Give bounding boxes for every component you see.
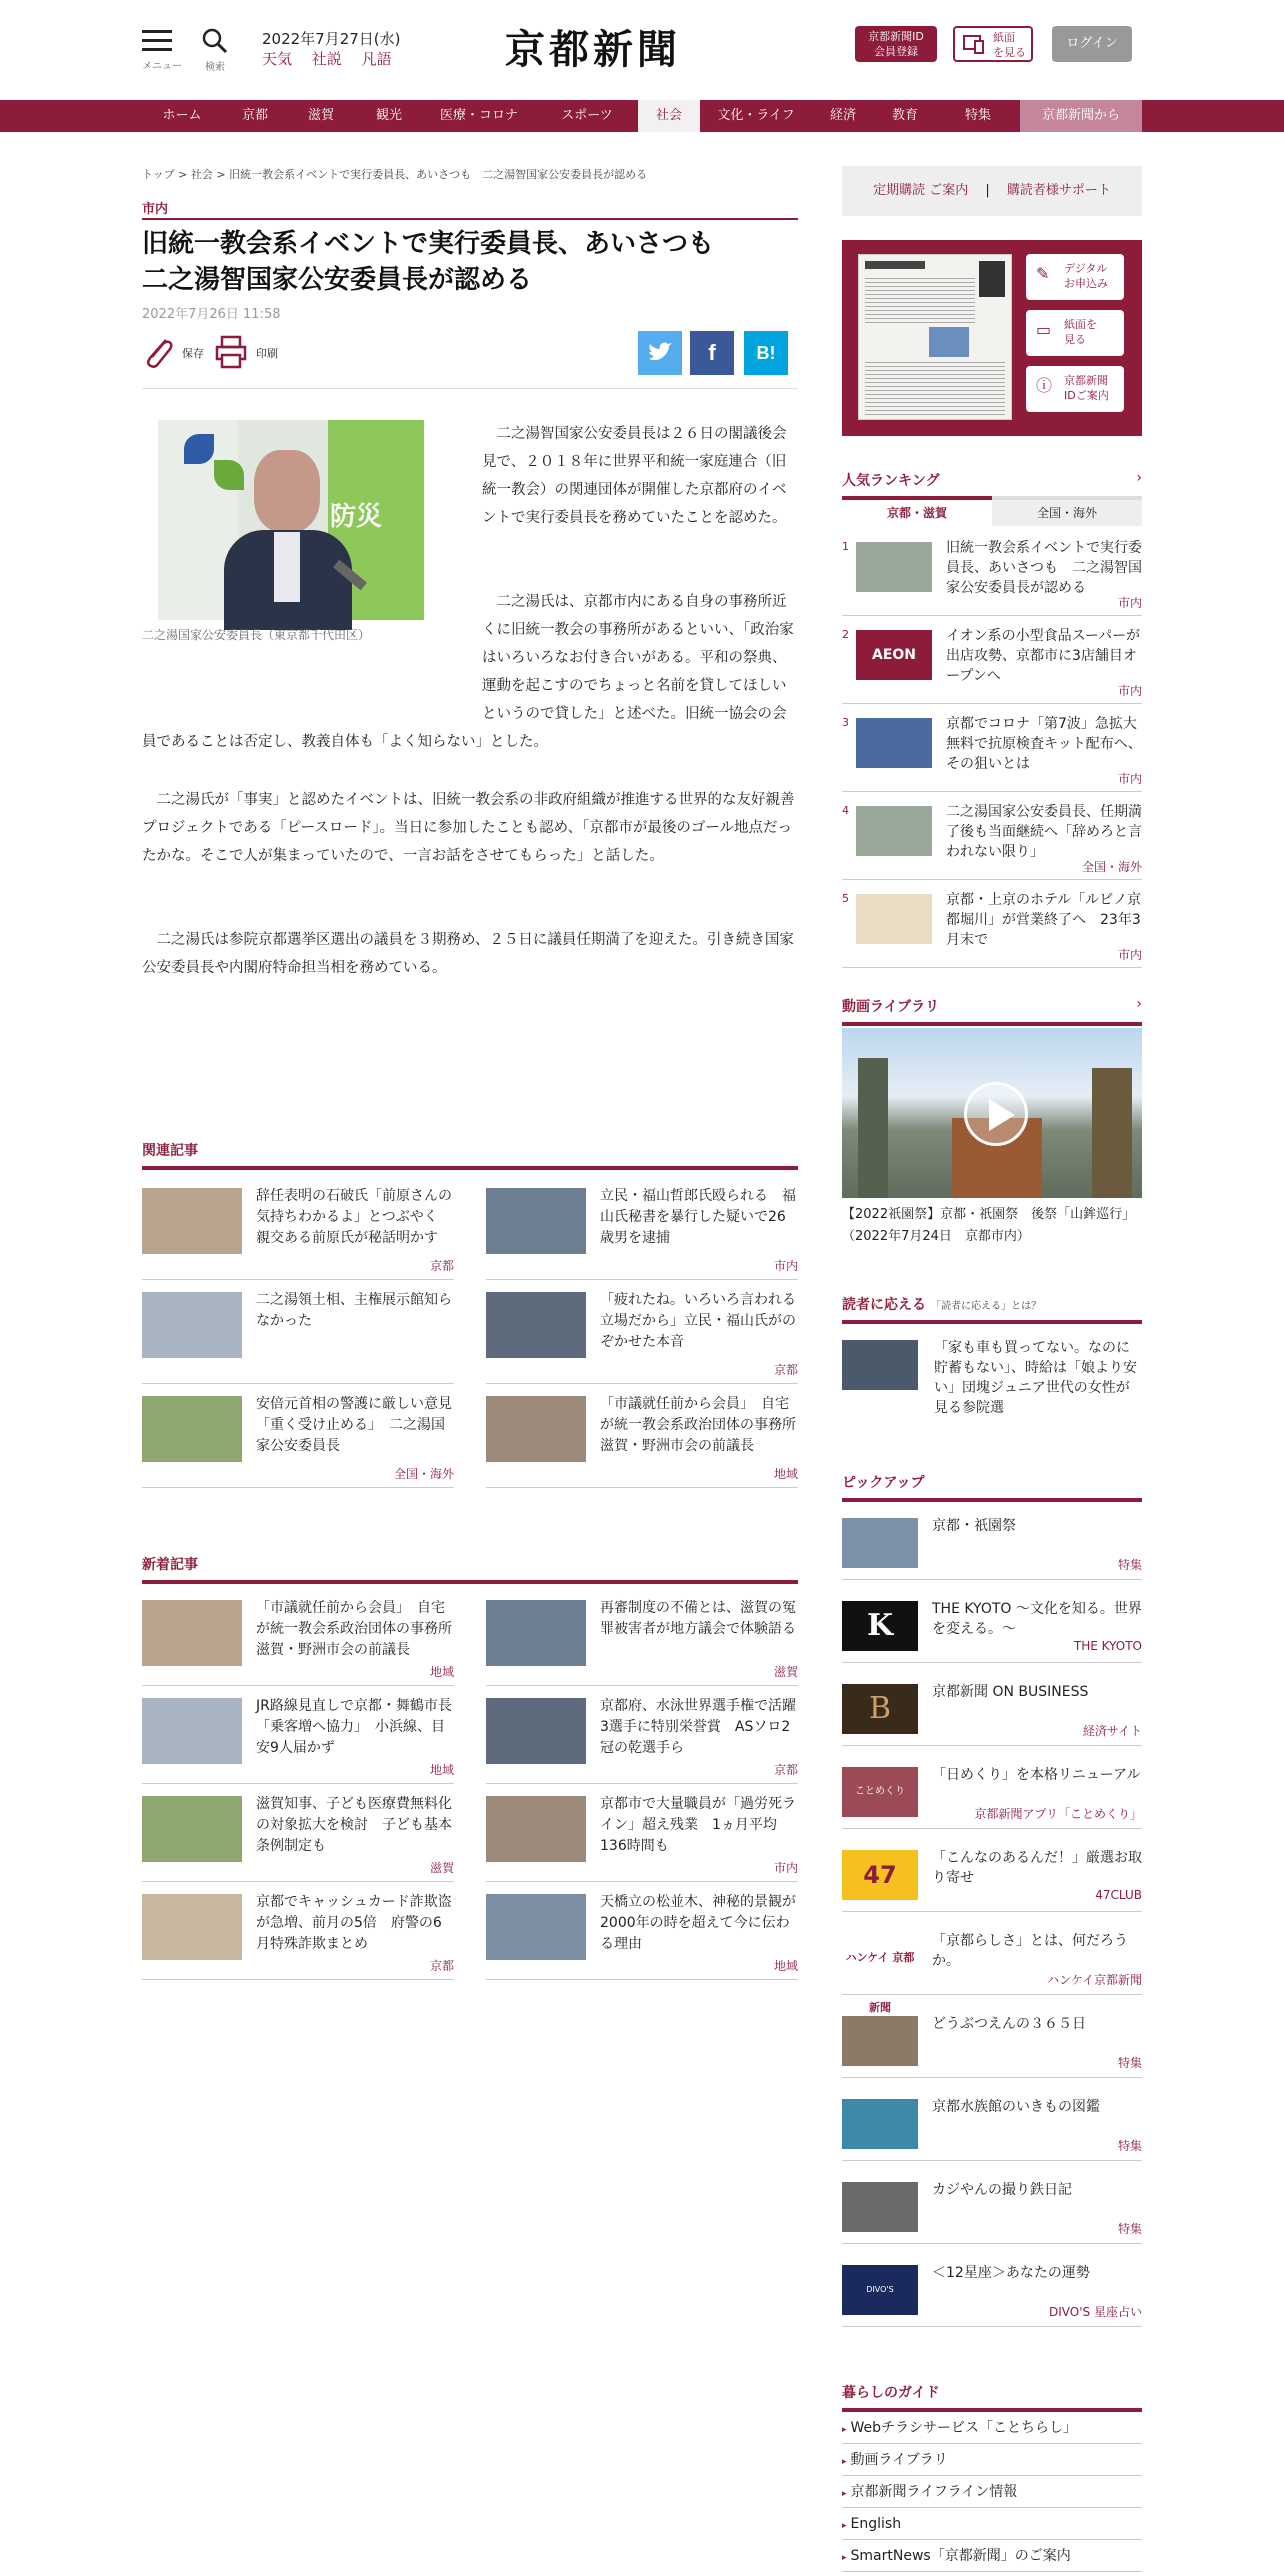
ranking-thumbnail[interactable] — [856, 894, 932, 944]
hatena-share-button[interactable] — [744, 331, 788, 375]
pickup-thumbnail[interactable]: DIVO'S ASTROLOGY — [842, 2265, 918, 2315]
pickup-tag[interactable]: 特集 — [1117, 2222, 1142, 2236]
related-item-thumbnail[interactable] — [486, 1396, 586, 1462]
pickup-title-link[interactable]: 京都水族館のいきもの図鑑 — [932, 2099, 1100, 2115]
nav-education[interactable]: 教育 — [891, 108, 918, 123]
guide-arrow-icon: ▸ — [842, 2489, 847, 2499]
pickup-tag[interactable]: 47CLUB — [1095, 1888, 1142, 1902]
ranking-number: 2 — [842, 628, 849, 641]
item-divider — [142, 1487, 454, 1488]
article-photo[interactable]: 防災 — [158, 420, 424, 620]
related-item-title[interactable]: 立民・福山哲郎氏殴られる 福山氏秘書を暴行した疑いで26歳男を逮捕 — [600, 1188, 796, 1246]
item-divider — [142, 1383, 454, 1384]
breadcrumb-current: 旧統一教会系イベントで実行委員長、あいさつも 二之湯智国家公安委員長が認める — [229, 168, 648, 181]
nav-feature[interactable]: 特集 — [964, 108, 991, 123]
pickup-thumbnail[interactable] — [842, 1518, 918, 1568]
related-item-title[interactable]: 辞任表明の石破氏「前原さんの気持ちわかるよ」とつぶやく 親交ある前原氏が秘話明かす — [256, 1188, 452, 1246]
paper-promo-line1: 紙面を — [1064, 318, 1097, 331]
related-item-thumbnail[interactable] — [142, 1292, 242, 1358]
ranking-title-link[interactable]: イオン系の小型食品スーパーが出店攻勢、京都市に3店舗目オープンへ — [946, 628, 1141, 684]
article-date: 2022年7月26日 11:58 — [142, 307, 281, 322]
pickup-thumbnail[interactable] — [842, 2016, 918, 2066]
latest-item-tag[interactable]: 京都 — [426, 1957, 454, 1974]
ranking-number: 5 — [842, 892, 849, 905]
ranking-title-link[interactable]: 京都でコロナ「第7波」急拡大 無料で抗原検査キット配布へ、その狙いとは — [946, 716, 1151, 772]
pickup-item[interactable] — [842, 1583, 1142, 1663]
ranking-number: 3 — [842, 716, 849, 729]
pickup-thumbnail[interactable] — [842, 2182, 918, 2232]
ranking-more-arrow-icon[interactable]: › — [1136, 470, 1142, 486]
pickup-thumbnail[interactable] — [842, 2099, 918, 2149]
weather-link[interactable]: 天気 — [262, 50, 293, 68]
member-register-button[interactable] — [855, 26, 937, 62]
item-divider — [486, 1783, 798, 1784]
reader-article-link[interactable]: 「家も車も買ってない。なのに貯蓄もない」、時給は「娘より安い」団塊ジュニア世代の女性が見る参院選 — [934, 1340, 1137, 1416]
latest-item-thumbnail[interactable] — [142, 1698, 242, 1764]
item-divider — [842, 1911, 1142, 1912]
pickup-title-link[interactable]: カジやんの撮り鉄日記 — [932, 2182, 1072, 2198]
item-divider — [486, 1881, 798, 1882]
ranking-tag[interactable]: 市内 — [1114, 770, 1142, 787]
article-category[interactable]: 市内 — [142, 202, 169, 217]
editorial-link[interactable]: 社説 — [311, 50, 342, 68]
guide-item[interactable] — [842, 2476, 1142, 2508]
ranking-item[interactable] — [842, 708, 1151, 792]
ranking-section — [842, 470, 1142, 526]
twitter-share-button[interactable] — [638, 331, 682, 375]
tablet-icon — [963, 35, 985, 55]
guide-item[interactable] — [842, 2540, 1142, 2572]
twitter-icon — [647, 342, 673, 364]
video-section — [842, 996, 1142, 1026]
related-item-tag[interactable]: 京都 — [426, 1257, 454, 1274]
paperclip-icon — [142, 334, 174, 370]
guide-arrow-icon: ▸ — [842, 2425, 847, 2435]
guide-item[interactable] — [842, 2412, 1142, 2444]
latest-item-thumbnail[interactable] — [142, 1894, 242, 1960]
main-nav — [0, 100, 1284, 132]
item-divider — [486, 1279, 798, 1280]
related-item-title[interactable]: 二之湯領土相、主権展示館知らなかった — [256, 1292, 452, 1329]
pickup-title-link[interactable]: 「こんなのあるんだ！」厳選お取り寄せ — [932, 1850, 1142, 1886]
latest-item-title[interactable]: 滋賀知事、子ども医療費無料化の対象拡大を検討 子ども基本条例制定も — [256, 1796, 452, 1854]
breadcrumb-society[interactable]: 社会 — [190, 168, 213, 181]
item-divider — [486, 1487, 798, 1488]
latest-item-title[interactable]: 「市議就任前から会員」 自宅が統一教会系政治団体の事務所 滋賀・野洲市会の前議長 — [256, 1600, 466, 1658]
pickup-item[interactable] — [842, 2164, 1142, 2244]
nav-economy[interactable]: 経済 — [829, 108, 856, 123]
pickup-title-link[interactable]: 京都・祇園祭 — [932, 1518, 1016, 1534]
related-item-thumbnail[interactable] — [486, 1292, 586, 1358]
item-divider — [842, 1994, 1142, 1995]
nav-from-kyoto-np[interactable]: 京都新聞から — [1020, 100, 1142, 132]
paper-promo-button[interactable] — [1026, 310, 1124, 356]
print-label: 印刷 — [256, 347, 278, 360]
paper-promo-line1: 京都新聞 — [1064, 374, 1108, 387]
ranking-title[interactable]: 人気ランキング — [842, 473, 940, 489]
nav-culture[interactable]: 文化・ライフ — [717, 108, 795, 123]
ranking-number: 1 — [842, 540, 849, 553]
latest-item-tag[interactable]: 地域 — [426, 1663, 454, 1680]
nav-home[interactable]: ホーム — [162, 108, 202, 123]
search-label: 検索 — [205, 62, 225, 73]
latest-item-thumbnail[interactable] — [486, 1796, 586, 1862]
ranking-number: 4 — [842, 804, 849, 817]
article-paragraph-2 — [142, 588, 798, 756]
menu-icon — [142, 30, 182, 51]
article-paragraph-2-text: 二之湯氏は、京都市内にある自身の事務所近くに旧統一教会の事務所があるといい、「政治家はいろいろなお付き合いがある。平和の祭典、運動を起こすのでちょっと名前を貸してほしいというので貸した」と述べた。旧統一協会の会員であることは否定し、教義自体も「よく知らない」とした。 — [142, 594, 794, 750]
latest-bar — [142, 1580, 798, 1584]
latest-item-title[interactable]: 京都市で大量職員が「過労死ライン」超え残業 1ヵ月平均136時間も — [600, 1796, 796, 1854]
related-item-title[interactable]: 安倍元首相の警護に厳しい意見「重く受け止める」 二之湯国家公安委員長 — [256, 1396, 452, 1454]
paper-promo-box — [842, 240, 1142, 436]
article-title-line1: 旧統一教会系イベントで実行委員長、あいさつも — [142, 229, 715, 259]
guide-item[interactable] — [842, 2508, 1142, 2540]
item-divider — [142, 1279, 454, 1280]
ranking-tag[interactable]: 市内 — [1114, 594, 1142, 611]
ranking-thumbnail[interactable]: AEON — [856, 630, 932, 680]
pickup-title-link[interactable]: 「日めくり」を本格リニューアル — [932, 1767, 1141, 1783]
view-paper-button[interactable] — [953, 26, 1033, 62]
pickup-item[interactable] — [842, 1500, 1142, 1580]
pickup-item[interactable] — [842, 2247, 1142, 2344]
guide-arrow-icon: ▸ — [842, 2457, 847, 2467]
latest-item-title[interactable]: 天橋立の松並木、神秘的景観が2000年の時を超えて今に伝わる理由 — [600, 1894, 796, 1952]
menu-button[interactable] — [142, 30, 182, 72]
guide-title: 暮らしのガイド — [842, 2385, 940, 2401]
related-item-tag[interactable]: 全国・海外 — [390, 1465, 454, 1482]
view-paper-line2: を見る — [993, 46, 1026, 59]
site-logo[interactable]: 京都新聞 — [505, 26, 681, 73]
ranking-item[interactable] — [842, 884, 1142, 968]
related-item-thumbnail[interactable] — [142, 1188, 242, 1254]
item-divider — [142, 1783, 454, 1784]
item-divider — [142, 1979, 454, 1980]
item-divider — [842, 1662, 1142, 1663]
paper-promo-button[interactable] — [1026, 254, 1124, 300]
latest-item-tag[interactable]: 京都 — [770, 1761, 798, 1778]
pickup-thumbnail[interactable]: ハンケイ 京都新聞 — [842, 1933, 918, 1983]
ranking-tag[interactable]: 市内 — [1114, 946, 1142, 963]
pickup-section — [842, 1472, 1142, 1502]
video-title[interactable]: 動画ライブラリ — [842, 999, 940, 1015]
paper-promo-line2: 見る — [1064, 333, 1086, 346]
latest-item[interactable] — [486, 1696, 798, 1784]
related-item-title[interactable]: 「市議就任前から会員」 自宅が統一教会系政治団体の事務所 滋賀・野洲市会の前議長 — [600, 1396, 810, 1454]
view-paper-line1: 紙面 — [993, 31, 1015, 44]
guide-link[interactable]: English — [850, 2516, 902, 2532]
related-section — [142, 1140, 798, 1170]
item-divider — [842, 879, 1142, 880]
paper-thumbnail[interactable] — [858, 254, 1012, 420]
nav-sports[interactable]: スポーツ — [561, 108, 613, 123]
print-button[interactable] — [214, 334, 278, 370]
video-more-arrow-icon[interactable]: › — [1136, 996, 1142, 1012]
reader-about-link[interactable]: 「読者に応える」とは？ — [931, 1301, 1042, 1312]
search-icon — [202, 28, 228, 54]
video-caption[interactable]: 【2022祇園祭】京都・祇園祭 後祭「山鉾巡行」（2022年7月24日 京都市内） — [842, 1207, 1136, 1244]
pickup-thumbnail[interactable]: ことめくり — [842, 1767, 918, 1817]
printer-icon — [214, 334, 248, 370]
pickup-title-link[interactable]: 「京都らしさ」とは、何だろうか。 — [932, 1933, 1128, 1969]
latest-item-tag[interactable]: 市内 — [770, 1859, 798, 1876]
pickup-tag[interactable]: THE KYOTO — [1073, 1639, 1142, 1653]
article-paragraph-1: 二之湯智国家公安委員長は２６日の閣議後会見で、２０１８年に世界平和統一家庭連合（旧統一教会）の関連団体が開催した京都府のイベントで実行委員長を務めていたことを認めた。 — [482, 426, 787, 526]
nav-society[interactable]: 社会 — [638, 100, 700, 132]
play-icon[interactable] — [964, 1082, 1028, 1146]
latest-item-tag[interactable]: 滋賀 — [426, 1859, 454, 1876]
paper-promo-icon: ⓘ — [1036, 376, 1053, 395]
related-title: 関連記事 — [142, 1143, 198, 1159]
item-divider — [486, 1979, 798, 1980]
item-divider — [842, 2243, 1142, 2244]
guide-arrow-icon: ▸ — [842, 2553, 847, 2563]
latest-item[interactable] — [142, 1892, 454, 1980]
item-divider — [486, 1685, 798, 1686]
related-item[interactable] — [486, 1290, 798, 1384]
related-item-title[interactable]: 「疲れたね。いろいろ言われる立場だから」立民・福山氏がのぞかせた本音 — [600, 1292, 796, 1350]
save-label: 保存 — [182, 347, 204, 360]
guide-item[interactable] — [842, 2444, 1142, 2476]
article-title-line2: 二之湯智国家公安委員長が認める — [142, 265, 533, 295]
ranking-tab-national[interactable]: 全国・海外 — [992, 496, 1142, 526]
related-item-tag[interactable]: 京都 — [770, 1361, 798, 1378]
item-divider — [842, 1579, 1142, 1580]
pickup-tag[interactable]: 特集 — [1117, 2139, 1142, 2153]
hatena-icon: B! — [756, 343, 776, 363]
pickup-item[interactable] — [842, 1666, 1142, 1746]
latest-item-title[interactable]: 京都でキャッシュカード詐欺盗が急増、前月の5倍 府警の6月特殊詐欺まとめ — [256, 1894, 452, 1952]
guide-list — [842, 2412, 1142, 2568]
member-register-line2: 会員登録 — [874, 45, 918, 58]
item-divider — [142, 1881, 454, 1882]
ranking-list — [842, 532, 1151, 972]
ranking-title-link[interactable]: 二之湯国家公安委員長、任期満了後も当面継続へ「辞めろと言われない限り」 — [946, 804, 1142, 860]
latest-item[interactable] — [142, 1696, 454, 1784]
pickup-tag[interactable]: 経済サイト — [1082, 1724, 1142, 1738]
latest-item-title[interactable]: 京都府、水泳世界選手権で活躍3選手に特別栄誉賞 ASソロ2冠の乾選手ら — [600, 1698, 796, 1756]
guide-section — [842, 2382, 1142, 2412]
pickup-list — [842, 1500, 1142, 2344]
pickup-tag[interactable]: DIVO'S 星座占い — [1049, 2305, 1142, 2319]
subscription-box — [842, 166, 1142, 216]
nav-shiga[interactable]: 滋賀 — [307, 108, 334, 123]
paper-promo-line2: お申込み — [1064, 277, 1108, 290]
pickup-item[interactable] — [842, 1749, 1142, 1829]
latest-item-tag[interactable]: 地域 — [770, 1957, 798, 1974]
latest-item-tag[interactable]: 地域 — [426, 1761, 454, 1778]
ranking-thumbnail[interactable] — [856, 542, 932, 592]
paper-promo-button[interactable] — [1026, 366, 1124, 412]
pickup-tag[interactable]: 特集 — [1117, 2056, 1142, 2070]
pickup-thumbnail[interactable]: 47 — [842, 1850, 918, 1900]
item-divider — [842, 967, 1142, 968]
related-item[interactable] — [486, 1394, 810, 1488]
related-list — [142, 1186, 810, 1516]
latest-title: 新着記事 — [142, 1557, 198, 1573]
latest-item[interactable] — [142, 1794, 454, 1882]
menu-label: メニュー — [142, 61, 182, 72]
video-thumbnail[interactable] — [842, 1028, 1142, 1198]
item-divider — [842, 703, 1142, 704]
article-paragraph-4: 二之湯氏は参院京都選挙区選出の議員を３期務め、２５日に議員任期満了を迎えた。引き続き国家公安委員長や内閣府特命担当相を務めている。 — [142, 932, 794, 976]
breadcrumb-top[interactable]: トップ — [142, 168, 175, 181]
item-divider — [486, 1383, 798, 1384]
login-button[interactable]: ログイン — [1052, 26, 1132, 62]
paper-promo-icon: ✎ — [1036, 264, 1050, 283]
ranking-tag[interactable]: 市内 — [1114, 682, 1142, 699]
header-date: 2022年7月27日(水) — [262, 30, 401, 48]
facebook-icon: f — [708, 340, 716, 365]
guide-link[interactable]: SmartNews「京都新聞」のご案内 — [850, 2548, 1071, 2564]
category-bar — [142, 198, 798, 220]
item-divider — [842, 2077, 1142, 2078]
subscription-info-link[interactable]: 定期購読 ご案内 — [873, 183, 969, 198]
related-item-thumbnail[interactable] — [486, 1188, 586, 1254]
pickup-item[interactable] — [842, 1832, 1142, 1912]
pickup-title-link[interactable]: どうぶつえんの３６５日 — [932, 2016, 1086, 2032]
facebook-share-button[interactable] — [690, 331, 734, 375]
reader-section — [842, 1294, 1142, 1324]
bongo-link[interactable]: 凡語 — [361, 50, 392, 68]
latest-item[interactable] — [142, 1598, 466, 1686]
pickup-title-link[interactable]: THE KYOTO ～文化を知る。世界を変える。～ — [932, 1601, 1142, 1637]
pickup-thumbnail[interactable]: B — [842, 1684, 918, 1734]
latest-item[interactable] — [486, 1794, 798, 1882]
related-item[interactable] — [142, 1186, 454, 1280]
latest-item-thumbnail[interactable] — [142, 1600, 242, 1666]
article-paragraph-3: 二之湯氏が「事実」と認めたイベントは、旧統一教会系の非政府組織が推進する世界的な友好親善プロジェクトである「ピースロード」。当日に参加したことも認め、「京都市が最後のゴール地点だったかな。そこで人が集まっていたので、一言お話をさせてもらった」と話した。 — [142, 792, 795, 864]
paper-promo-line2: IDご案内 — [1064, 389, 1109, 402]
guide-link[interactable]: Webチラシサービス「ことちらし」 — [850, 2420, 1078, 2436]
latest-item[interactable] — [486, 1598, 798, 1686]
related-item[interactable] — [142, 1394, 454, 1488]
ranking-tag[interactable]: 全国・海外 — [1078, 858, 1142, 875]
pickup-tag[interactable]: 特集 — [1117, 1558, 1142, 1572]
nav-medical[interactable]: 医療・コロナ — [439, 108, 518, 123]
latest-list — [142, 1598, 798, 1998]
subscriber-support-link[interactable]: 購読者様サポート — [1006, 183, 1111, 198]
item-divider — [842, 2571, 1142, 2572]
pickup-tag[interactable]: 京都新聞アプリ「ことめくり」 — [974, 1807, 1142, 1821]
guide-arrow-icon: ▸ — [842, 2521, 847, 2531]
divider — [142, 388, 798, 389]
related-item-tag[interactable]: 市内 — [770, 1257, 798, 1274]
latest-item-tag[interactable]: 滋賀 — [770, 1663, 798, 1680]
item-divider — [842, 791, 1142, 792]
latest-item[interactable] — [486, 1892, 798, 1980]
latest-item-title[interactable]: JR路線見直しで京都・舞鶴市長「乗客増へ協力」 小浜線、目安9人届かず — [256, 1698, 452, 1756]
pickup-title-link[interactable]: ＜12星座＞あなたの運勢 — [932, 2265, 1090, 2281]
item-divider — [842, 2326, 1142, 2327]
ranking-title-link[interactable]: 京都・上京のホテル「ルビノ京都堀川」が営業終了へ 23年3月末で — [946, 892, 1142, 948]
guide-link[interactable]: 京都新聞ライフライン情報 — [850, 2484, 1018, 2500]
item-divider — [842, 615, 1142, 616]
paper-promo-icon: ▭ — [1036, 320, 1052, 339]
ranking-item[interactable] — [842, 532, 1142, 616]
reader-thumbnail[interactable] — [842, 1340, 918, 1390]
item-divider — [842, 1828, 1142, 1829]
ranking-tab-kyoto-shiga[interactable]: 京都・滋賀 — [842, 496, 992, 526]
subscription-separator: | — [985, 183, 990, 198]
latest-section — [142, 1554, 798, 1584]
nav-kyoto[interactable]: 京都 — [241, 108, 268, 123]
pickup-item[interactable] — [842, 1998, 1142, 2078]
item-divider — [142, 1685, 454, 1686]
reader-title[interactable]: 読者に応える — [842, 1297, 926, 1313]
related-item[interactable] — [142, 1290, 454, 1384]
item-divider — [842, 1745, 1142, 1746]
guide-link[interactable]: 動画ライブラリ — [850, 2452, 948, 2468]
paper-promo-line1: デジタル — [1064, 262, 1108, 275]
related-item[interactable] — [486, 1186, 798, 1280]
ranking-item[interactable] — [842, 620, 1142, 704]
pickup-item[interactable] — [842, 2081, 1142, 2161]
latest-item-thumbnail[interactable] — [142, 1796, 242, 1862]
save-button[interactable] — [142, 334, 204, 370]
search-button[interactable] — [202, 28, 228, 73]
breadcrumb: トップ > 社会 > 旧統一教会系イベントで実行委員長、あいさつも 二之湯智国家公安委員長が認める — [142, 168, 648, 181]
latest-item-thumbnail[interactable] — [486, 1698, 586, 1764]
pickup-item[interactable] — [842, 1915, 1142, 2014]
pickup-thumbnail[interactable]: K — [842, 1601, 918, 1651]
pickup-title: ピックアップ — [842, 1475, 925, 1491]
item-divider — [842, 2160, 1142, 2161]
related-item-thumbnail[interactable] — [142, 1396, 242, 1462]
member-register-line1: 京都新聞ID — [868, 30, 924, 43]
pickup-title-link[interactable]: 京都新聞 ON BUSINESS — [932, 1684, 1089, 1700]
latest-item-title[interactable]: 再審制度の不備とは、滋賀の冤罪被害者が地方議会で体験語る — [600, 1600, 796, 1637]
latest-item-thumbnail[interactable] — [486, 1600, 586, 1666]
ranking-thumbnail[interactable] — [856, 718, 932, 768]
article-title — [142, 226, 802, 298]
ranking-thumbnail[interactable] — [856, 806, 932, 856]
nav-tourism[interactable]: 観光 — [375, 108, 402, 123]
ranking-title-link[interactable]: 旧統一教会系イベントで実行委員長、あいさつも 二之湯智国家公安委員長が認める — [946, 540, 1142, 596]
latest-item-thumbnail[interactable] — [486, 1894, 586, 1960]
ranking-item[interactable] — [842, 796, 1142, 880]
related-bar — [142, 1166, 798, 1170]
pickup-tag[interactable]: ハンケイ京都新聞 — [1047, 1973, 1142, 1987]
related-item-tag[interactable]: 地域 — [770, 1465, 798, 1482]
photo-caption: 二之湯国家公安委員長（東京都千代田区） — [142, 628, 371, 642]
